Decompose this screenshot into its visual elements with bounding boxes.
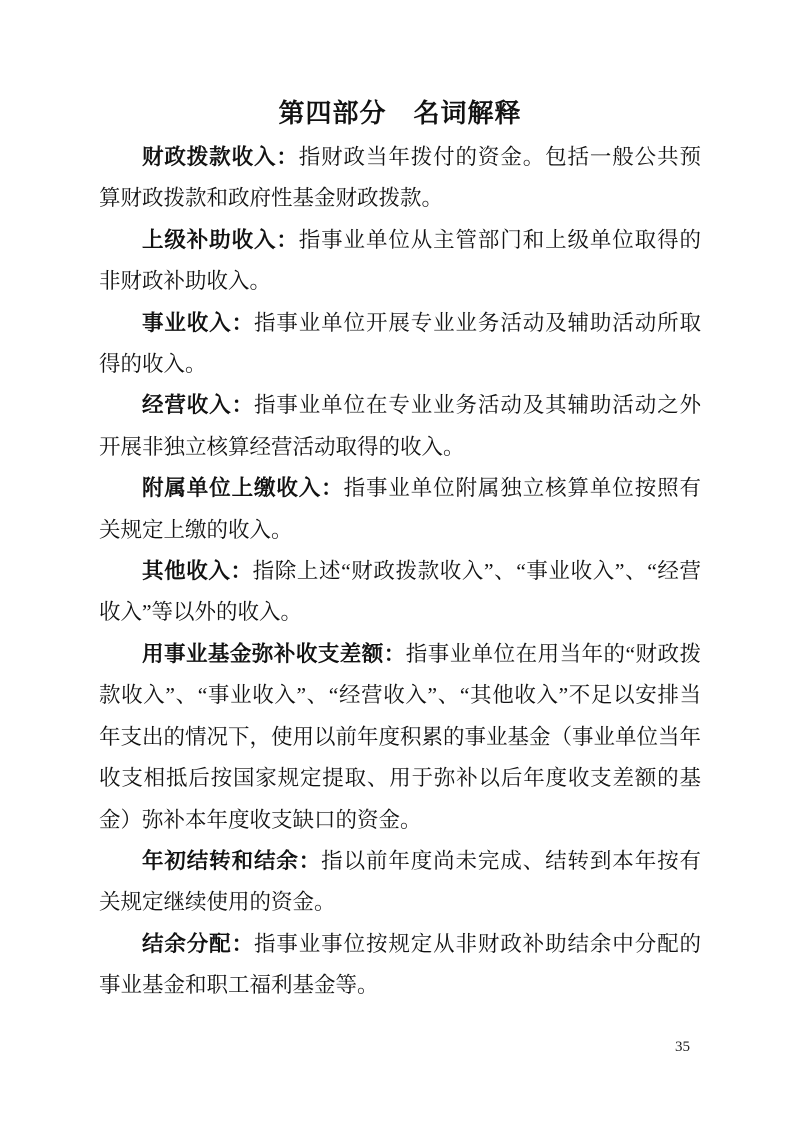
term-label: 其他收入： [142,559,253,584]
term-label: 用事业基金弥补收支差额： [142,641,406,666]
definition-paragraph-superior-subsidy-income [99,220,701,303]
document-content [99,93,701,1007]
definition-paragraph-fiscal-appropriation-income [99,137,701,220]
definition-paragraph-affiliated-unit-remittance-income [99,468,701,551]
term-definition: 指财政当年拨付的资金。包括一般公共预算财政拨款和政府性基金财政拨款。 [99,145,701,211]
definition-paragraph-business-income [99,385,701,468]
term-definition: 指事业单位在用当年的“财政拨款收入”、“事业收入”、“经营收入”、“其他收入”不足以安排当年支出的情况下，使用以前年度积累的事业基金（事业单位当年收支相抵后按国家规定提取、用于弥补以后年度收支差额的基金）弥补本年度收支缺口的资金。 [99,641,702,832]
term-definition: 指事业单位开展专业业务活动及辅助活动所取得的收入。 [99,310,701,377]
term-label: 年初结转和结余： [142,848,322,873]
term-label: 结余分配： [142,931,254,956]
term-definition: 指事业单位附属独立核算单位按照有关规定上缴的收入。 [99,476,701,542]
definition-paragraph-other-income [99,551,701,634]
term-definition: 指事业单位从主管部门和上级单位取得的非财政补助收入。 [99,227,701,294]
definition-paragraph-carryover-and-surplus [99,841,701,924]
page-title: 第四部分 名词解释 [278,98,522,128]
term-label: 事业收入： [142,310,254,335]
page-number: 35 [675,1039,690,1055]
definition-paragraph-operational-income [99,303,701,386]
term-label: 经营收入： [142,393,254,418]
term-definition: 指以前年度尚未完成、结转到本年按有关规定继续使用的资金。 [99,848,701,915]
term-definition: 指除上述“财政拨款收入”、“事业收入”、“经营收入”等以外的收入。 [99,559,701,625]
term-label: 上级补助收入： [142,227,299,252]
definition-paragraph-fund-deficit-coverage [99,634,701,841]
definition-paragraph-surplus-distribution [99,924,701,1007]
term-definition: 指事业事位按规定从非财政补助结余中分配的事业基金和职工福利基金等。 [99,931,701,998]
term-label: 财政拨款收入： [142,145,299,169]
term-label: 附属单位上缴收入： [142,476,344,501]
term-definition: 指事业单位在专业业务活动及其辅助活动之外开展非独立核算经营活动取得的收入。 [99,393,701,459]
